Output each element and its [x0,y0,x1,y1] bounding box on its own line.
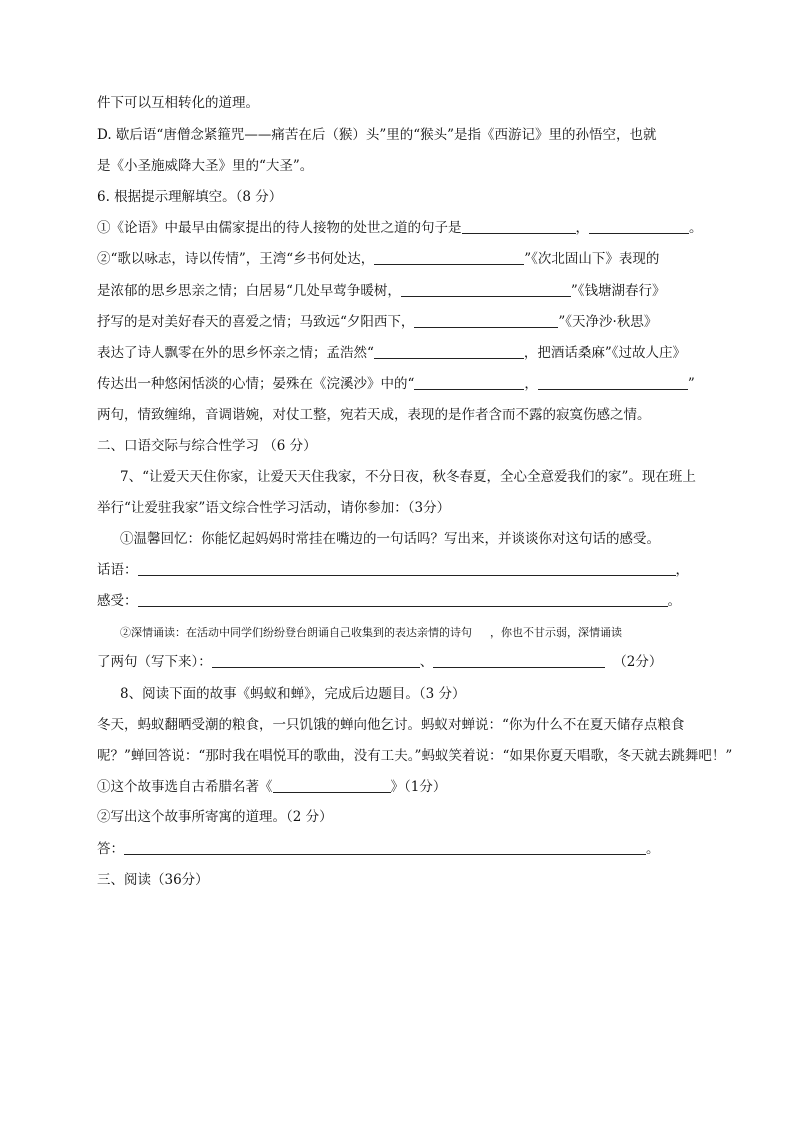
question-6-part2-line1 [97,250,659,268]
option-d-line1: D. 歇后语“唐僧念紧箍咒——痛苦在后（猴）头”里的“猴头”是指《西游记》里的孙悟空，也就 [97,127,657,143]
prompt-text: 抒写的是对美好春天的喜爱之情；马致远“夕阳西下， [97,314,415,330]
question-8-part1 [97,778,446,796]
question-8-part2: ②写出这个故事所寄寓的道理。（2 分） [97,809,333,825]
question-7-part2-line2 [97,653,662,671]
punctuation: ， [575,220,589,236]
score-note: （2分） [613,654,663,670]
answer-blank[interactable] [401,282,571,297]
question-8-answer-line [97,840,660,858]
quote-answer-line [97,561,689,579]
prompt-text: ②“歌以咏志，诗以传情”，王湾“乡书何处达， [97,251,375,267]
punctuation: ， [675,562,689,578]
story-line1: 冬天，蚂蚁翻晒受潮的粮食，一只饥饿的蝉向他乞讨。蚂蚁对蝉说：“你为什么不在夏天储存点粮食 [97,717,685,733]
prompt-text: ，你也不甘示弱，深情诵读 [490,626,622,639]
punctuation: 、 [419,654,434,670]
answer-label: 感受： [97,593,138,609]
answer-blank[interactable] [538,375,688,390]
question-6-part2-line4 [97,344,686,362]
answer-blank[interactable] [374,344,524,359]
question-7-line2: 举行“让爱驻我家”语文综合性学习活动，请你参加：（3分） [97,500,451,516]
question-6-part2-line6: 两句，情致缠绵，音调谐婉，对仗工整，宛若天成，表现的是作者含而不露的寂寞伤感之情。 [97,407,651,423]
text-line: 件下可以互相转化的道理。 [97,95,259,111]
answer-label: 答： [97,841,124,857]
prompt-text: 》（1分） [390,779,447,795]
answer-blank[interactable] [124,840,646,855]
answer-label: 话语： [97,562,138,578]
question-7-part2-line1 [120,623,622,642]
question-6-part2-line2 [97,282,666,300]
punctuation: ， [524,376,538,392]
section-3-heading: 三、阅读（36分） [97,872,209,888]
answer-blank[interactable] [138,592,668,607]
prompt-text: ，把酒话桑麻”《过故人庄》 [523,345,687,361]
punctuation: 。 [689,220,703,236]
answer-blank[interactable] [273,778,391,793]
answer-blank[interactable] [414,313,558,328]
prompt-text: ①这个故事选自古希腊名著《 [97,779,273,795]
prompt-text: ”《次北固山下》表现的 [524,251,660,267]
punctuation: 。 [646,841,660,857]
answer-blank[interactable] [138,561,676,576]
section-2-heading: 二、口语交际与综合性学习 （6 分） [97,438,317,454]
answer-blank[interactable] [374,250,524,265]
question-6-part2-line5 [97,375,695,393]
prompt-text: ”《天净沙·秋思》 [558,314,658,330]
answer-blank[interactable] [433,653,605,668]
answer-blank[interactable] [589,219,689,234]
prompt-text: 传达出一种悠闲恬淡的心情；晏殊在《浣溪沙》中的“ [97,376,415,392]
answer-blank[interactable] [212,653,420,668]
question-7-part1: ①温馨回忆：你能忆起妈妈时常挂在嘴边的一句话吗？写出来，并谈谈你对这句话的感受。 [120,531,660,547]
question-6-part1 [97,219,703,237]
prompt-text: ①《论语》中最早由儒家提出的待人接物的处世之道的句子是 [97,220,462,236]
question-6-title: 6. 根据提示理解填空。（8 分） [97,189,283,205]
question-7-line1: 7、“让爱天天住你家，让爱天天住我家，不分日夜，秋冬春夏，全心全意爱我们的家”。现在班上 [120,469,696,485]
option-d-line2: 是《小圣施威降大圣》里的“大圣”。 [97,158,314,174]
question-6-part2-line3 [97,313,657,331]
answer-blank[interactable] [414,375,524,390]
prompt-text: ”《钱塘湖春行》 [570,283,666,299]
punctuation: ” [687,376,695,392]
punctuation: 。 [667,593,681,609]
story-line2: 呢？”蝉回答说：“那时我在唱悦耳的歌曲，没有工夫。”蚂蚁笑着说：“如果你夏天唱歌，冬天就去跳舞吧！” [97,748,733,764]
answer-blank[interactable] [462,219,576,234]
feeling-answer-line [97,592,681,610]
prompt-text: 表达了诗人飘零在外的思乡怀亲之情；孟浩然“ [97,345,374,361]
prompt-text: 了两句（写下来）： [97,654,212,670]
prompt-text: ②深情诵读：在活动中同学们纷纷登台朗诵自己收集到的表达亲情的诗句 [120,626,472,639]
question-8-title: 8、阅读下面的故事《蚂蚁和蝉》，完成后边题目。（3 分） [120,686,466,702]
prompt-text: 是浓郁的思乡思亲之情；白居易“几处早莺争暖树， [97,283,401,299]
